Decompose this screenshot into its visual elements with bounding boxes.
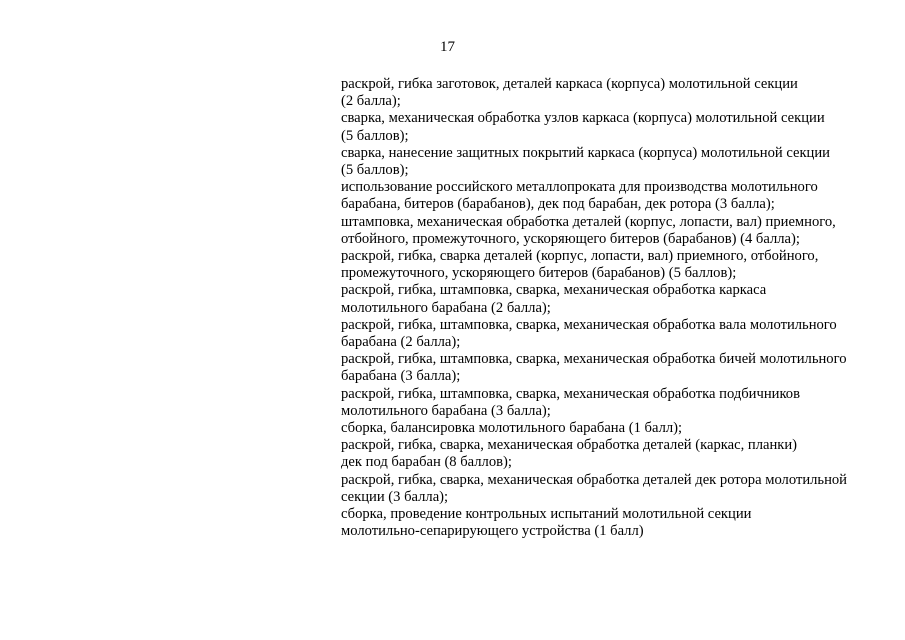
text-line: использование российского металлопроката для производства молотильного (341, 179, 818, 196)
text-line: раскрой, гибка заготовок, деталей каркаса (корпуса) молотильной секции (341, 76, 798, 92)
text-line: промежуточного, ускоряющего битеров (барабанов) (5 баллов); (341, 265, 737, 282)
text-line: молотильного барабана (3 балла); (341, 402, 551, 419)
text-line: сборка, балансировка молотильного барабана (1 балл); (341, 420, 683, 437)
text-line: барабана (3 балла); (341, 368, 461, 385)
text-line: отбойного, промежуточного, ускоряющего битеров (барабанов) (4 балла); (341, 230, 800, 247)
text-line: раскрой, гибка, штамповка, сварка, механическая обработка каркаса (341, 282, 767, 299)
text-line: барабана (2 балла); (341, 334, 461, 351)
text-line: барабана, битеров (барабанов), дек под барабан, дек ротора (3 балла); (341, 196, 775, 213)
text-line: раскрой, гибка, штамповка, сварка, механическая обработка подбичников (341, 385, 800, 402)
document-body (341, 76, 881, 540)
text-line: раскрой, гибка, сварка, механическая обработка деталей (каркас, планки) (341, 437, 798, 454)
text-line: раскрой, гибка, сварка, механическая обработка деталей дек ротора молотильной (341, 471, 847, 488)
text-line: секции (3 балла); (341, 488, 449, 505)
text-line: штамповка, механическая обработка деталей (корпус, лопасти, вал) приемного, (341, 213, 836, 230)
text-line: сварка, механическая обработка узлов каркаса (корпуса) молотильной секции (341, 110, 825, 127)
page-number: 17 (440, 39, 455, 55)
text-line: дек под барабан (8 баллов); (341, 454, 512, 471)
text-line: раскрой, гибка, сварка деталей (корпус, лопасти, вал) приемного, отбойного, (341, 248, 819, 265)
text-line: (5 баллов); (341, 162, 409, 179)
text-line: раскрой, гибка, штамповка, сварка, механическая обработка вала молотильного (341, 316, 837, 333)
text-line: сварка, нанесение защитных покрытий каркаса (корпуса) молотильной секции (341, 144, 830, 161)
text-line: (5 баллов); (341, 127, 409, 144)
text-line: раскрой, гибка, штамповка, сварка, механическая обработка бичей молотильного (341, 351, 847, 368)
text-line: (2 балла); (341, 93, 401, 110)
text-line: молотильно-сепарирующего устройства (1 балл) (341, 523, 644, 540)
text-line: сборка, проведение контрольных испытаний молотильной секции (341, 506, 752, 523)
text-line: молотильного барабана (2 балла); (341, 299, 551, 316)
